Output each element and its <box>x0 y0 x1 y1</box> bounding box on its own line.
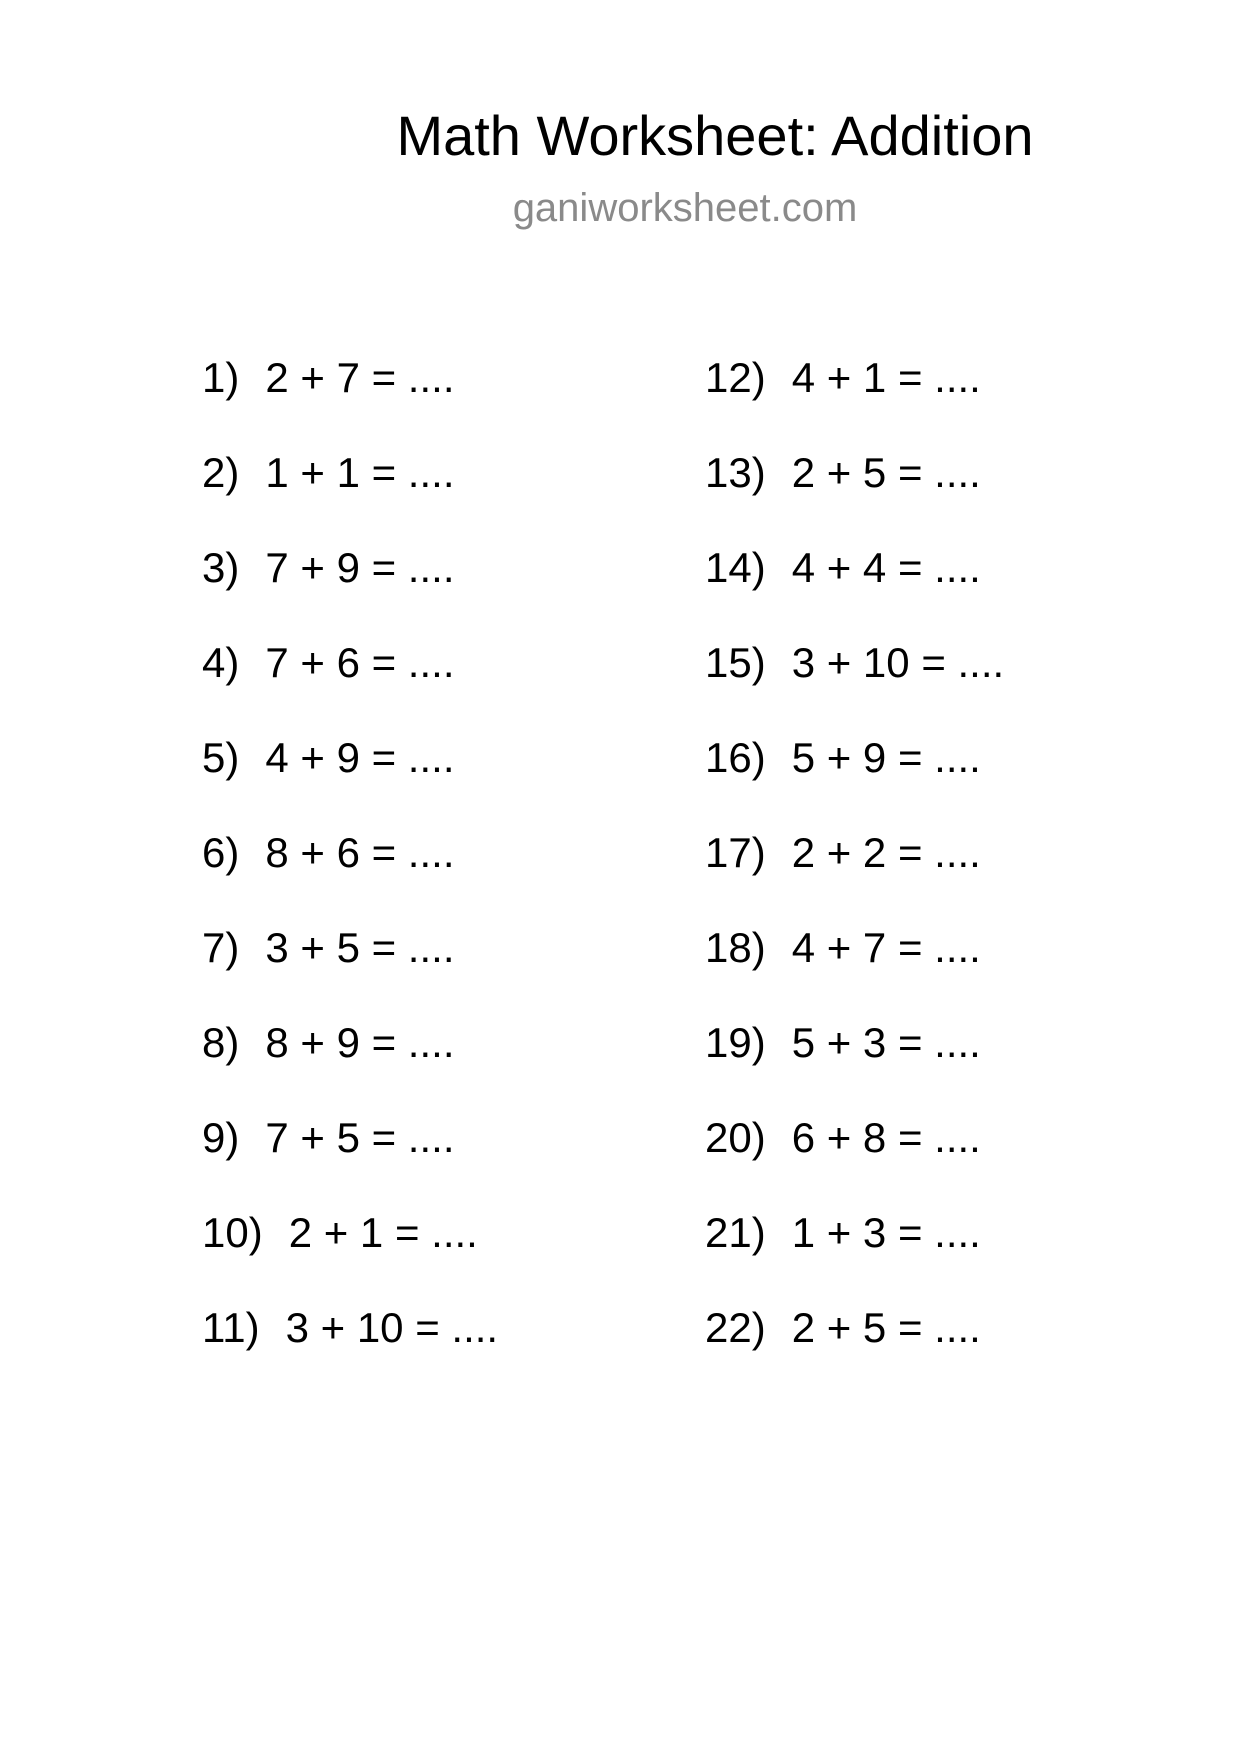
problem-expression: 3 + 5 = .... <box>265 924 455 971</box>
problem-expression: 1 + 1 = .... <box>265 449 455 496</box>
problem-number: 16) <box>705 734 766 781</box>
problem-expression: 5 + 3 = .... <box>791 1019 981 1066</box>
problem-number: 1) <box>202 354 240 401</box>
problem-1 <box>202 343 498 438</box>
problem-number: 17) <box>705 829 766 876</box>
problem-number: 13) <box>705 449 766 496</box>
problem-expression: 7 + 5 = .... <box>265 1114 455 1161</box>
problem-number: 21) <box>705 1209 766 1256</box>
problem-13 <box>705 438 1004 533</box>
problem-number: 4) <box>202 639 240 686</box>
problem-expression: 3 + 10 = .... <box>791 639 1005 686</box>
problem-number: 18) <box>705 924 766 971</box>
problem-16 <box>705 723 1004 818</box>
problem-22 <box>705 1293 1004 1388</box>
worksheet-title: Math Worksheet: Addition <box>396 104 1034 167</box>
problems-right-column <box>705 343 1004 1388</box>
problem-number: 11) <box>202 1304 260 1351</box>
problem-19 <box>705 1008 1004 1103</box>
problem-expression: 8 + 9 = .... <box>265 1019 455 1066</box>
problem-14 <box>705 533 1004 628</box>
problem-expression: 7 + 9 = .... <box>265 544 455 591</box>
problem-number: 8) <box>202 1019 240 1066</box>
problem-2 <box>202 438 498 533</box>
problem-number: 12) <box>705 354 766 401</box>
problem-expression: 4 + 7 = .... <box>791 924 981 971</box>
problem-number: 22) <box>705 1304 766 1351</box>
problem-expression: 3 + 10 = .... <box>285 1304 499 1351</box>
problem-7 <box>202 913 498 1008</box>
site-url: ganiworksheet.com <box>512 186 858 230</box>
problem-number: 10) <box>202 1209 263 1256</box>
problem-expression: 2 + 2 = .... <box>791 829 981 876</box>
problem-number: 14) <box>705 544 766 591</box>
problem-expression: 4 + 9 = .... <box>265 734 455 781</box>
problem-expression: 6 + 8 = .... <box>791 1114 981 1161</box>
problem-expression: 2 + 1 = .... <box>288 1209 478 1256</box>
problem-expression: 7 + 6 = .... <box>265 639 455 686</box>
problem-5 <box>202 723 498 818</box>
problem-number: 20) <box>705 1114 766 1161</box>
problem-21 <box>705 1198 1004 1293</box>
problem-9 <box>202 1103 498 1198</box>
problem-expression: 2 + 7 = .... <box>265 354 455 401</box>
problem-18 <box>705 913 1004 1008</box>
problem-17 <box>705 818 1004 913</box>
problem-number: 3) <box>202 544 240 591</box>
problem-expression: 8 + 6 = .... <box>265 829 455 876</box>
problem-expression: 2 + 5 = .... <box>791 1304 981 1351</box>
problem-number: 15) <box>705 639 766 686</box>
problem-expression: 1 + 3 = .... <box>791 1209 981 1256</box>
problem-expression: 4 + 1 = .... <box>791 354 981 401</box>
problems-left-column <box>202 343 498 1388</box>
problem-6 <box>202 818 498 913</box>
problem-number: 2) <box>202 449 240 496</box>
problem-4 <box>202 628 498 723</box>
problem-12 <box>705 343 1004 438</box>
problem-number: 19) <box>705 1019 766 1066</box>
problem-11 <box>202 1293 498 1388</box>
problem-expression: 5 + 9 = .... <box>791 734 981 781</box>
problem-expression: 4 + 4 = .... <box>791 544 981 591</box>
problem-3 <box>202 533 498 628</box>
problem-15 <box>705 628 1004 723</box>
problem-number: 5) <box>202 734 240 781</box>
problem-10 <box>202 1198 498 1293</box>
problem-number: 7) <box>202 924 240 971</box>
problem-number: 6) <box>202 829 240 876</box>
problem-20 <box>705 1103 1004 1198</box>
problem-number: 9) <box>202 1114 240 1161</box>
problem-8 <box>202 1008 498 1103</box>
problem-expression: 2 + 5 = .... <box>791 449 981 496</box>
